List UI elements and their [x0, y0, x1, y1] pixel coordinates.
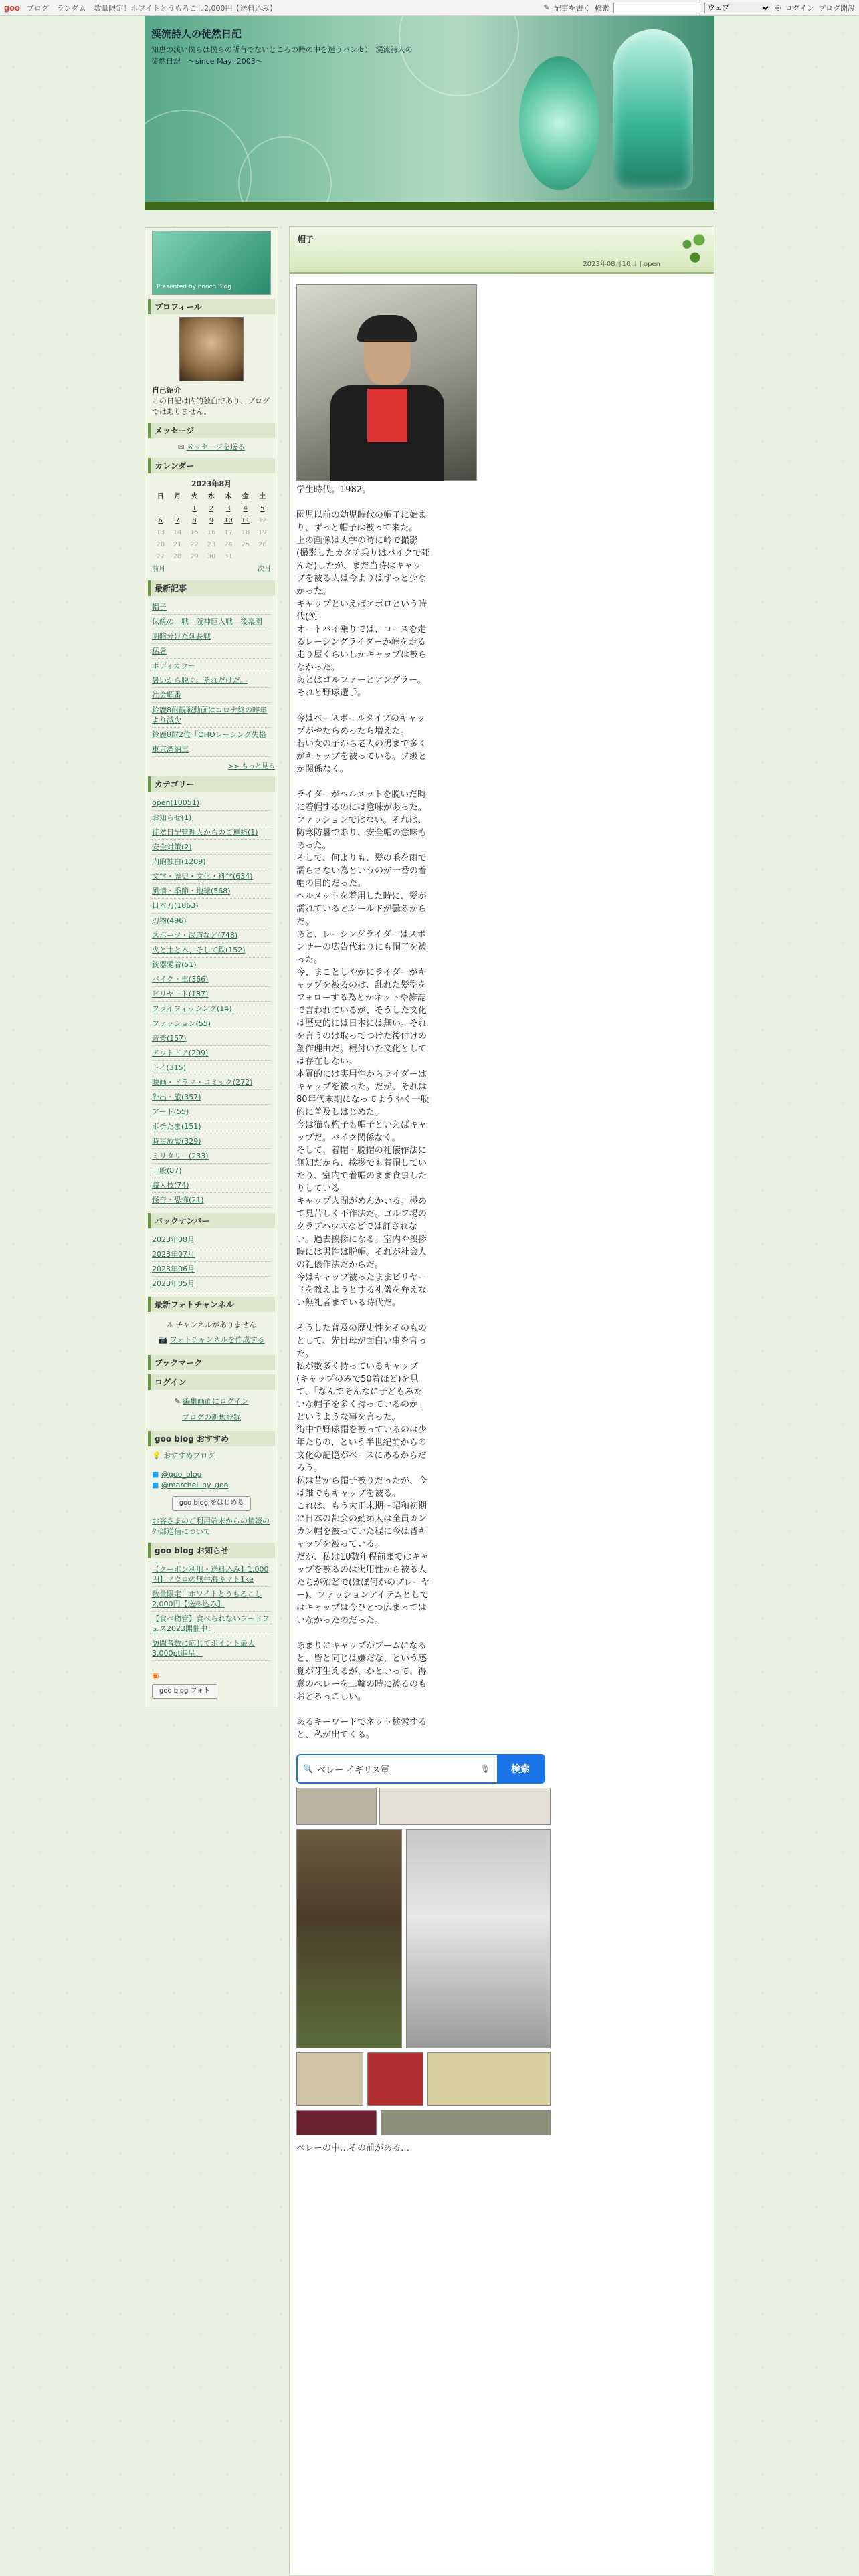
- calendar-day[interactable]: 30: [207, 553, 216, 560]
- category-link[interactable]: open(10051): [152, 796, 271, 811]
- category-heading: カテゴリー: [148, 776, 275, 792]
- article-paragraph: ライダーがヘルメットを脱いだ時に着帽するのには意味があった。ファッションではない。それは、防寒防暑であり、安全帽の意味もあった。 そして、何よりも、髪の毛を雨で濡らさない為というのが一番の着帽の目的だった。 ヘルメットを着用した時に、髪が濡れているとシールドが曇るからだ。 あと、レーシングライダーはスポンサーの広告代わりにも帽子を被った。 今、まことしやかにライダーがキャップを被るのは、乱れた髪型をフォローする為とかネットや雑誌で言われているが、そうした文化は歴史的には日本には無い。それを言うのは取ってつけた後付けの創作理由だ。根付いた文化としては存在しない。 本質的には実用性からライダーはキャップを被った。だが、それは80年代末期になってようやく一般的に普及しはじめた。 今は猫も杓子も帽子といえばキャップだ。バイク関係なく。 そして、着帽・脱帽の礼儀作法に無知だから、挨拶でも着帽していたり、室内で着帽のまま食事したりしている キャップ人間がめんかいる。極めて見苦しく不作法だ。ゴルフ場のクラブハウスなどでは許されない。過去挨拶になる。室内や挨拶時には男性は脱帽。それが社会人の礼儀作法だからだ。 今はキャップ被ったままビリヤードを教えようとする礼儀を弁えない無礼者までいる時代だ。: [296, 790, 430, 1308]
- profile-heading: プロフィール: [148, 299, 275, 314]
- news-box: [148, 1543, 275, 1700]
- edit-login-link[interactable]: 編集画面にログイン: [183, 1397, 249, 1406]
- category-link[interactable]: 安全対策(2): [152, 840, 271, 855]
- main-column: [289, 226, 714, 2576]
- calendar-day: [169, 503, 185, 515]
- goo-logo[interactable]: goo: [4, 3, 20, 13]
- article-paragraph: 今はベースボールタイプのキャップがやたらめったら増えた。 若い女の子から老人の男まで多くがキャップを被っている。プ級とか関係なく。: [296, 714, 427, 774]
- result-image[interactable]: [296, 2110, 377, 2135]
- category-box: [148, 776, 275, 1209]
- article-paragraph: あまりにキャップがブームになると、皆と同じは嫌だな、という感覚が芽生えるが、かといって、得意のベレーを二輪の時に被るのもおどろっこしい。: [296, 1641, 427, 1702]
- mail-icon: ✉: [177, 443, 187, 451]
- news-link[interactable]: 【クーポン利用・送料込み】1,000円】マウロの無牛海キマト1ke: [152, 1562, 271, 1587]
- calendar-day[interactable]: 27: [156, 553, 165, 560]
- self-intro-heading: 自己紹介: [152, 386, 181, 395]
- calendar-day[interactable]: 13: [156, 529, 165, 536]
- recent-article-link[interactable]: 帽子: [152, 600, 271, 615]
- category-link[interactable]: 文学・歴史・文化・科学(634): [152, 869, 271, 884]
- blog-description: 知恵の浅い僕らは僕らの所有でないところの時の中を迷うパンセ） 渓流詩人の徒然日記 〜since May, 2003〜: [151, 45, 413, 66]
- calendar-day[interactable]: 6: [158, 517, 163, 524]
- calendar-day[interactable]: 24: [224, 541, 233, 548]
- recent-article-link[interactable]: 東京湾納車: [152, 742, 271, 757]
- article-body: [290, 274, 714, 2164]
- result-image[interactable]: [296, 2052, 363, 2106]
- top-toolbar: [0, 0, 859, 16]
- mic-icon[interactable]: 🎙: [480, 1764, 490, 1774]
- article-paragraph: 園児以前の幼児時代の帽子に始まり、ずっと帽子は被って来た。 上の画像は大学の時に岭で撮影(撮影したカタチ乗りはバイクで死んだ)したが、まだ当時はキャップを被る人は今よりはずっと少なかった。 キャップといえばアポロという時代(笑 オートバイ乗りでは、コースを走るレーシングライダーか峠を走る走り屋くらいしかキャップは被らなかった。 あとはゴルファーとアングラー。それと野球選手。: [296, 510, 430, 698]
- backnumber-link[interactable]: 2023年08月: [152, 1232, 271, 1247]
- news-link[interactable]: 数量限定！ホワイトとうもろこし2,000円【送料込み】: [152, 1587, 271, 1612]
- login-link[interactable]: ログイン: [785, 3, 814, 13]
- banner-text: Presented by hooch Blog: [157, 284, 231, 290]
- login-icon: ⎆: [775, 3, 781, 12]
- calendar-day[interactable]: 21: [173, 541, 182, 548]
- student-photo[interactable]: [296, 284, 477, 481]
- result-image[interactable]: [381, 2110, 551, 2135]
- topbar-link-random[interactable]: ランダム: [56, 3, 86, 13]
- calendar-day[interactable]: 18: [241, 529, 250, 536]
- topbar-right: [544, 3, 855, 13]
- post-meta[interactable]: 2023年08月10日 | open: [583, 261, 660, 268]
- login-heading: ログイン: [148, 1374, 275, 1390]
- category-link[interactable]: 風情・季節・地球(568): [152, 884, 271, 899]
- search-button[interactable]: 検索: [497, 1755, 544, 1782]
- recent-article-link[interactable]: 暑いから脱ぐ。それだけだ。: [152, 673, 271, 688]
- bottom-caption: ベレーの中…その前がある…: [296, 2143, 410, 2153]
- calendar-day: [254, 551, 271, 563]
- recent-article-link[interactable]: ボディカラー: [152, 659, 271, 673]
- calendar-day[interactable]: 17: [224, 529, 233, 536]
- weekday-label: 土: [259, 493, 266, 500]
- photo-caption: 学生時代。1982。: [296, 485, 371, 495]
- rss-icon[interactable]: ▣: [152, 1671, 159, 1680]
- recent-article-link[interactable]: 社会順番: [152, 688, 271, 703]
- calendar-day: [237, 551, 254, 563]
- result-image[interactable]: [296, 1829, 402, 2048]
- search-widget[interactable]: [296, 1754, 545, 1784]
- sidebar: [145, 227, 278, 1707]
- category-link[interactable]: フライフィッシング(14): [152, 1002, 271, 1016]
- photo-channel-heading: 最新フォトチャンネル: [148, 1297, 275, 1312]
- weekday-label: 月: [174, 493, 181, 500]
- article-paragraph: そうした普及の歴史性をそのものとして、先日母が面白い事を言った。 私が数多く持っているキャップ(キャップのみで50着ほど)を見て、「なんでそんなに子どもみたいな帽子を多く持っているのか」というような事を言った。 街中で野球帽を被っているのは少年たちの、という半世紀前からの文化の記憶がベースにあるからだろう。 私は昔から帽子被りだったが、今は誰でもキャップを被る。 これは、もう大正末期〜昭和初期に日本の都会の勤め人は全員カンカン帽を被っていた程に今は皆キャップを被っている。 だが、私は10数年程前まではキャップを被るのは実用性から被る人たちが殆どで(ほぼ何かのプレーヤー)、ファッションアイテムとしてはキャップは今ひとつ広まってはいなかったのだった。: [296, 1323, 430, 1626]
- weekday-label: 水: [207, 493, 215, 500]
- category-link[interactable]: 映画・ドラマ・コミック(272): [152, 1075, 271, 1090]
- category-link[interactable]: ファッション(55): [152, 1016, 271, 1031]
- category-link[interactable]: トイ(315): [152, 1061, 271, 1075]
- no-channel-text: チャンネルがありません: [175, 1321, 256, 1329]
- login-box: [148, 1374, 275, 1427]
- twitter-link-goo[interactable]: @goo_blog: [161, 1470, 202, 1479]
- twitter-icon: ■: [152, 1481, 161, 1489]
- calendar-day[interactable]: 8: [192, 517, 197, 524]
- result-image[interactable]: [367, 2052, 423, 2106]
- message-box: [148, 423, 275, 454]
- topbar-search-input[interactable]: [613, 3, 700, 13]
- search-label: 検索: [594, 3, 609, 13]
- backnumber-box: [148, 1213, 275, 1293]
- backnumber-link[interactable]: 2023年05月: [152, 1277, 271, 1291]
- category-link[interactable]: 怪奇・恐怖(21): [152, 1193, 271, 1208]
- result-image[interactable]: [379, 1788, 551, 1825]
- pencil-icon: ✎: [174, 1397, 183, 1406]
- category-link[interactable]: 日本刀(1063): [152, 899, 271, 914]
- bulb-icon: 💡: [152, 1451, 164, 1460]
- calendar-month: 2023年8月: [191, 479, 232, 488]
- recent-box: [148, 580, 275, 772]
- calendar-day[interactable]: 16: [207, 529, 216, 536]
- recommend-heading: goo blog おすすめ: [148, 1431, 275, 1446]
- category-link[interactable]: お知らせ(1): [152, 811, 271, 825]
- news-link[interactable]: 訪問者数に応じてポイント最大3,000pt進呈！: [152, 1636, 271, 1661]
- calendar-day[interactable]: 31: [224, 553, 233, 560]
- recent-article-link[interactable]: 鈴鹿8耐2位「OHOレーシング失格: [152, 728, 271, 742]
- calendar-day[interactable]: 2: [209, 505, 214, 512]
- calendar-day: [152, 503, 169, 515]
- register-link[interactable]: ブログ開設: [818, 3, 855, 13]
- calendar-day[interactable]: 26: [258, 541, 267, 548]
- calendar-day[interactable]: 14: [173, 529, 182, 536]
- category-list: [148, 794, 275, 1209]
- category-link[interactable]: アート(55): [152, 1105, 271, 1119]
- search-query[interactable]: ベレー イギリス軍: [316, 1765, 389, 1776]
- article-text: [296, 509, 430, 1741]
- start-blog-button[interactable]: goo blog をはじめる: [172, 1496, 252, 1511]
- calendar-day[interactable]: 29: [190, 553, 199, 560]
- ornament: [145, 110, 252, 210]
- recent-article-link[interactable]: 鈴鹿8耐観戦動画はコロナ終の昨年より減少: [152, 703, 271, 728]
- calendar-day[interactable]: 5: [260, 505, 265, 512]
- category-link[interactable]: バイク・車(366): [152, 972, 271, 987]
- category-link[interactable]: 時事放談(329): [152, 1134, 271, 1149]
- calendar-day[interactable]: 11: [241, 517, 250, 524]
- message-heading: メッセージ: [148, 423, 275, 438]
- recent-article-link[interactable]: 猛暑: [152, 644, 271, 659]
- news-link[interactable]: 【食べ物管】食べられないフードフェス2023開催中！: [152, 1612, 271, 1636]
- recent-article-link[interactable]: 明暗分けた延長戦: [152, 629, 271, 644]
- calendar-day[interactable]: 12: [258, 517, 267, 524]
- calendar-day[interactable]: 9: [209, 517, 214, 524]
- calendar-table: [152, 491, 271, 563]
- category-link[interactable]: ボチたま(151): [152, 1119, 271, 1134]
- calendar-day[interactable]: 25: [241, 541, 250, 548]
- category-link[interactable]: アウトドア(209): [152, 1046, 271, 1061]
- camera-icon: 📷: [158, 1335, 170, 1344]
- external-info-link[interactable]: お客さまのご利用端末からの情報の外部送信について: [152, 1517, 270, 1536]
- write-article-link[interactable]: 記事を書く: [553, 3, 591, 13]
- self-intro-text: この日記は内的独白であり、ブログではありません。: [152, 397, 270, 416]
- recent-article-link[interactable]: 伝統の一戦 阪神巨人戦 後楽園: [152, 615, 271, 629]
- new-blog-link[interactable]: ブログの新規登録: [182, 1413, 241, 1422]
- category-link[interactable]: スポーツ・武道など(748): [152, 928, 271, 943]
- news-heading: goo blog お知らせ: [148, 1543, 275, 1558]
- twitter-icon: ■: [152, 1470, 161, 1479]
- weekday-label: 木: [225, 493, 232, 500]
- weekday-label: 金: [242, 493, 249, 500]
- calendar-day[interactable]: 1: [192, 505, 197, 512]
- article-paragraph: あるキーワードでネット検索すると、私が出てくる。: [296, 1717, 427, 1740]
- result-image[interactable]: [296, 1788, 377, 1825]
- category-link[interactable]: ビリヤード(187): [152, 987, 271, 1002]
- calendar-day[interactable]: 19: [258, 529, 267, 536]
- backnumber-list: [148, 1231, 275, 1293]
- category-link[interactable]: 銃器愛着(51): [152, 958, 271, 972]
- recommend-box: [148, 1431, 275, 1539]
- search-icon: 🔍: [303, 1764, 313, 1774]
- calendar-day[interactable]: 20: [156, 541, 165, 548]
- category-link[interactable]: 職人技(74): [152, 1178, 271, 1193]
- calendar-day[interactable]: 4: [243, 505, 248, 512]
- prev-month-link[interactable]: 前月: [152, 566, 165, 573]
- bookmark-heading: ブックマーク: [148, 1355, 275, 1370]
- search-scope-select[interactable]: [704, 3, 771, 13]
- calendar-day[interactable]: 10: [224, 517, 233, 524]
- recent-list: [148, 599, 275, 758]
- header-bar: [145, 202, 714, 210]
- twitter-link-marchel[interactable]: @marchel_by_goo: [161, 1481, 229, 1489]
- warning-icon: ⚠: [167, 1321, 176, 1329]
- blog-title[interactable]: 渓流詩人の徒然日記: [151, 28, 242, 40]
- next-month-link[interactable]: 次月: [258, 566, 271, 573]
- topbar-link-promo[interactable]: 数量限定！ホワイトとうもろこし2,000円【送料込み】: [94, 3, 277, 13]
- calendar-day[interactable]: 28: [173, 553, 182, 560]
- calendar-day[interactable]: 15: [190, 529, 199, 536]
- avatar: [179, 317, 244, 381]
- category-link[interactable]: 火と土と木、そして鉄(152): [152, 943, 271, 958]
- category-link[interactable]: ミリタリー(233): [152, 1149, 271, 1164]
- weekday-label: 日: [157, 493, 164, 500]
- photo-channel-box: [148, 1297, 275, 1351]
- topbar-link-blog[interactable]: ブログ: [26, 3, 49, 13]
- leaf-ornament: [671, 227, 711, 271]
- blog-header: [145, 16, 714, 210]
- calendar-day[interactable]: 23: [207, 541, 216, 548]
- weekday-label: 火: [191, 493, 198, 500]
- glass-image: [519, 56, 599, 190]
- calendar-day[interactable]: 3: [226, 505, 231, 512]
- send-message-link[interactable]: メッセージを送る: [186, 443, 246, 451]
- goo-foto-button[interactable]: goo blog フォト: [152, 1684, 217, 1699]
- category-link[interactable]: 外出・旅(357): [152, 1090, 271, 1105]
- calendar-day[interactable]: 22: [190, 541, 199, 548]
- calendar-heading: カレンダー: [148, 458, 275, 473]
- backnumber-link[interactable]: 2023年06月: [152, 1262, 271, 1277]
- image-results: [296, 1788, 551, 2135]
- recent-heading: 最新記事: [148, 580, 275, 596]
- calendar-box: [148, 458, 275, 576]
- ornament: [238, 136, 332, 210]
- post-header: [290, 227, 714, 274]
- category-link[interactable]: 内的独白(1209): [152, 855, 271, 869]
- pencil-icon: ✎: [543, 3, 550, 12]
- category-link[interactable]: 一般(87): [152, 1164, 271, 1178]
- profile-box: [148, 299, 275, 419]
- sidebar-banner: [152, 231, 271, 295]
- create-channel-link[interactable]: フォトチャンネルを作成する: [169, 1335, 265, 1344]
- category-link[interactable]: 徒然日記管理人からのご連絡(1): [152, 825, 271, 840]
- news-list: [148, 1561, 275, 1662]
- result-image[interactable]: [427, 2052, 551, 2106]
- backnumber-link[interactable]: 2023年07月: [152, 1247, 271, 1262]
- bookmark-box: [148, 1355, 275, 1370]
- post-title[interactable]: 帽子: [298, 235, 314, 244]
- category-link[interactable]: 刃物(496): [152, 914, 271, 928]
- backnumber-heading: バックナンバー: [148, 1213, 275, 1228]
- calendar-day[interactable]: 7: [175, 517, 180, 524]
- recommend-link[interactable]: おすすめブログ: [163, 1451, 215, 1460]
- category-link[interactable]: 音楽(157): [152, 1031, 271, 1046]
- more-link[interactable]: >> もっと見る: [228, 763, 275, 770]
- result-image[interactable]: [406, 1829, 551, 2048]
- glass-image: [613, 29, 693, 190]
